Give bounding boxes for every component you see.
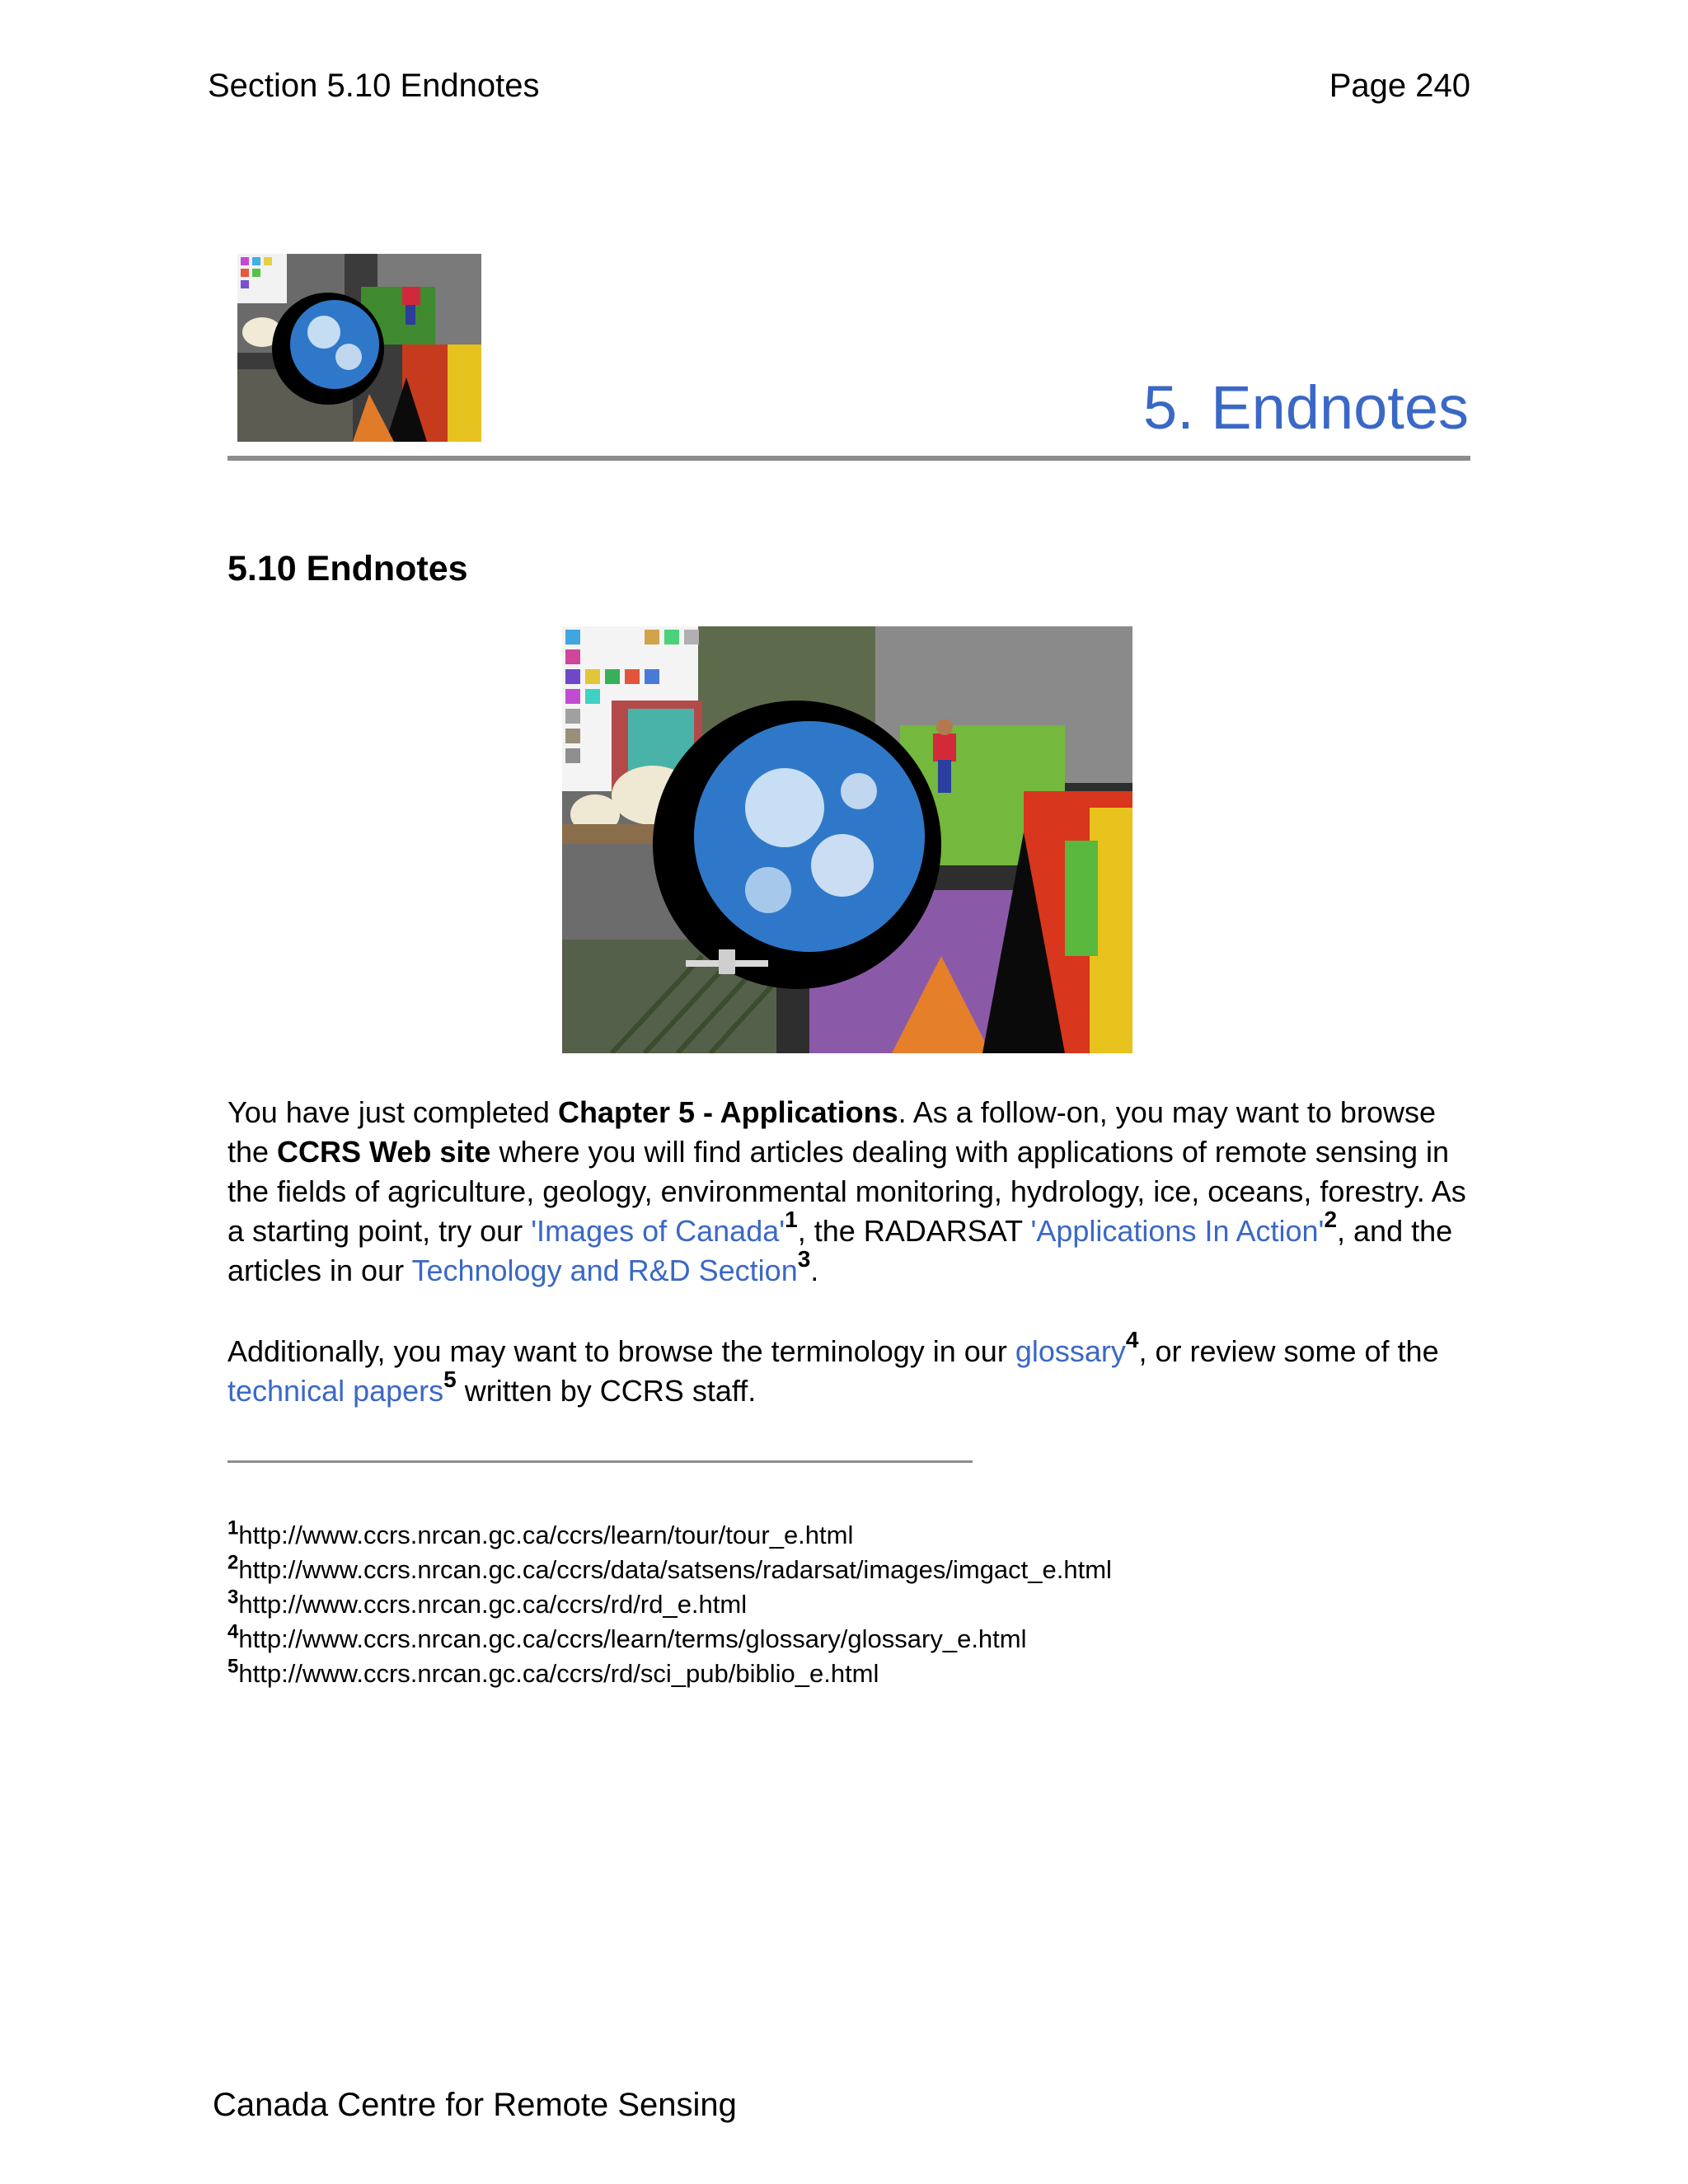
- endnotes-list: [227, 1518, 1112, 1691]
- para2-text: Additionally, you may want to browse the terminology in our: [227, 1334, 1015, 1368]
- endnote-ref-1: 1: [785, 1207, 798, 1232]
- collage-graphic: [237, 254, 481, 442]
- para1-text: . As a follow-on, you may want to browse the: [227, 1095, 1436, 1169]
- endnote-item: [227, 1553, 1112, 1587]
- endnote-number: 2: [227, 1551, 239, 1574]
- chapter-title: 5. Endnotes: [1143, 373, 1469, 442]
- endnote-ref-3: 3: [797, 1246, 811, 1272]
- endnote-ref-4: 4: [1125, 1327, 1139, 1352]
- endnote-item: [227, 1622, 1112, 1657]
- page-footer: Canada Centre for Remote Sensing: [213, 2087, 737, 2123]
- para2-text: , or review some of the: [1138, 1334, 1439, 1368]
- endnote-ref-2: 2: [1324, 1207, 1338, 1232]
- endnote-url: http://www.ccrs.nrcan.gc.ca/ccrs/rd/rd_e.html: [238, 1590, 748, 1619]
- endnote-url: http://www.ccrs.nrcan.gc.ca/ccrs/data/satsens/radarsat/images/imgact_e.html: [238, 1555, 1112, 1584]
- ccrs-site-bold: CCRS Web site: [277, 1135, 491, 1169]
- endnote-item: [227, 1587, 1112, 1622]
- followup-paragraph: [227, 1327, 1480, 1411]
- glossary-link[interactable]: glossary: [1015, 1334, 1126, 1368]
- technology-rd-section-link[interactable]: Technology and R&D Section: [411, 1254, 798, 1287]
- chapter-collage-image: [562, 626, 1132, 1053]
- chapter-header-image: [237, 254, 481, 442]
- endnote-url: http://www.ccrs.nrcan.gc.ca/ccrs/rd/sci_pub/biblio_e.html: [238, 1659, 879, 1688]
- para2-text: written by CCRS staff.: [456, 1374, 757, 1408]
- images-of-canada-link[interactable]: 'Images of Canada': [531, 1214, 785, 1248]
- endnote-url: http://www.ccrs.nrcan.gc.ca/ccrs/learn/terms/glossary/glossary_e.html: [238, 1624, 1027, 1653]
- intro-paragraph: [227, 1093, 1480, 1291]
- endnote-number: 4: [227, 1620, 239, 1643]
- endnote-number: 5: [227, 1655, 239, 1678]
- endnote-number: 3: [227, 1586, 239, 1609]
- para1-text: You have just completed: [227, 1095, 558, 1129]
- technical-papers-link[interactable]: technical papers: [227, 1374, 444, 1408]
- running-header-section: Section 5.10 Endnotes: [208, 68, 540, 104]
- endnote-item: [227, 1657, 1112, 1691]
- endnotes-divider: [227, 1460, 973, 1463]
- chapter-name-bold: Chapter 5 - Applications: [557, 1095, 898, 1129]
- endnote-item: [227, 1518, 1112, 1553]
- page-number: Page 240: [1329, 68, 1470, 104]
- para1-text: where you will find articles dealing with applications of remote sensing in the fields of agriculture, geology, environmental monitoring, hydrology, ice, oceans, forestry. As a starting point, try our: [227, 1135, 1466, 1248]
- para1-text: , the RADARSAT: [797, 1214, 1031, 1248]
- collage-graphic-large: [562, 626, 1132, 1053]
- title-divider: [227, 456, 1470, 461]
- para1-text: , and the articles in our: [227, 1214, 1453, 1287]
- section-heading: 5.10 Endnotes: [227, 549, 468, 588]
- applications-in-action-link[interactable]: 'Applications In Action': [1030, 1214, 1325, 1248]
- endnote-url: http://www.ccrs.nrcan.gc.ca/ccrs/learn/tour/tour_e.html: [238, 1521, 854, 1549]
- endnote-number: 1: [227, 1516, 239, 1540]
- endnote-ref-5: 5: [443, 1366, 457, 1392]
- para1-text: .: [810, 1254, 819, 1287]
